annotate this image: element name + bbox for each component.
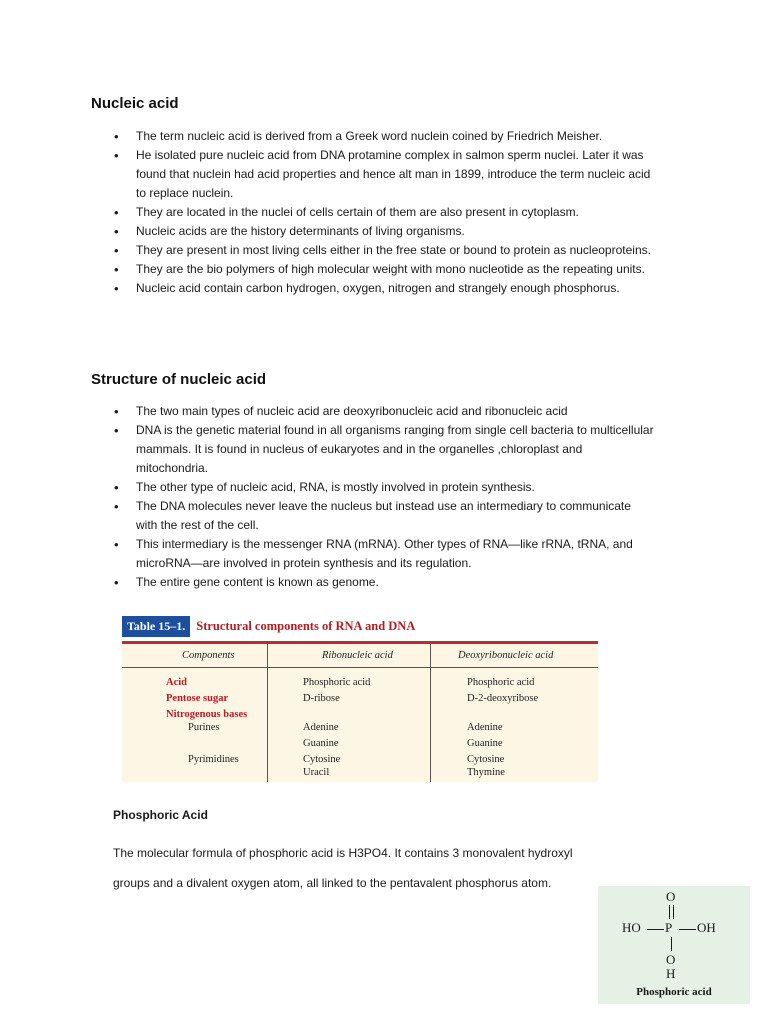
double-bond-line: [669, 905, 670, 919]
bond-line: [671, 937, 672, 951]
structure-bullet-list: [114, 402, 654, 592]
bond-line: [679, 929, 696, 930]
row-label-nitrogenous-bases: Nitrogenous bases: [166, 709, 248, 720]
rna-purine-guanine: Guanine: [303, 738, 339, 749]
list-item: • DNA is the genetic material found in all organisms ranging from single cell bacteria to multicellular mammals. It is found in nucleus of eukaryotes and in the organelles ,chloroplast and mitochondria.: [114, 421, 654, 478]
list-item: • This intermediary is the messenger RNA (mRNA). Other types of RNA—like rRNA, tRNA, and microRNA—are involved in protein synthesis and its regulation.: [114, 535, 654, 573]
rna-purine-adenine: Adenine: [303, 722, 339, 733]
list-item: • The term nucleic acid is derived from a Greek word nuclein coined by Friedrich Meisher.: [114, 127, 654, 146]
list-item: • The other type of nucleic acid, RNA, is mostly involved in protein synthesis.: [114, 478, 654, 497]
header-deoxyribonucleic-acid: Deoxyribonucleic acid: [458, 650, 554, 661]
rna-pyrimidine-uracil: Uracil: [303, 767, 330, 778]
heading-nucleic-acid: Nucleic acid: [91, 95, 179, 112]
list-item: • The DNA molecules never leave the nucleus but instead use an intermediary to communicate with the rest of the cell.: [114, 497, 654, 535]
list-item: • Nucleic acid contain carbon hydrogen, oxygen, nitrogen and strangely enough phosphorus.: [114, 279, 654, 298]
header-ribonucleic-acid: Ribonucleic acid: [322, 650, 393, 661]
list-item: • They are the bio polymers of high molecular weight with mono nucleotide as the repeating units.: [114, 260, 654, 279]
rna-pyrimidine-cytosine: Cytosine: [303, 754, 341, 765]
row-label-pentose-sugar: Pentose sugar: [166, 693, 229, 704]
atom-bottom-hydrogen: H: [666, 966, 676, 981]
dna-pyrimidine-cytosine: Cytosine: [467, 754, 505, 765]
structure-label: Phosphoric acid: [636, 986, 712, 998]
dna-pyrimidine-thymine: Thymine: [467, 767, 505, 778]
nucleic-acid-bullet-list: [114, 127, 654, 298]
list-item: • They are present in most living cells either in the free state or bound to protein as nucleoproteins.: [114, 241, 654, 260]
row-label-acid: Acid: [166, 677, 187, 688]
table-title: [122, 615, 415, 637]
table-number-badge: Table 15–1.: [122, 616, 190, 637]
header-components: Components: [182, 650, 235, 661]
list-item: • They are located in the nuclei of cells certain of them are also present in cytoplasm.: [114, 203, 654, 222]
atom-top-oxygen: O: [666, 889, 676, 904]
list-item: • The entire gene content is known as genome.: [114, 573, 654, 592]
dna-purine-adenine: Adenine: [467, 722, 503, 733]
column-divider: [267, 644, 268, 782]
bond-line: [647, 929, 664, 930]
phosphoric-acid-structure-figure: [598, 886, 750, 1004]
phosphoric-acid-paragraph: The molecular formula of phosphoric acid is H3PO4. It contains 3 monovalent hydroxyl groups and a divalent oxygen atom, all linked to the pentavalent phosphorus atom.: [113, 846, 573, 890]
atom-left-hydroxyl: HO: [622, 920, 641, 935]
atom-phosphorus: P: [665, 920, 673, 935]
dna-acid: Phosphoric acid: [467, 677, 535, 688]
double-bond-line: [673, 905, 674, 919]
list-item: • Nucleic acids are the history determinants of living organisms.: [114, 222, 654, 241]
atom-right-hydroxyl: OH: [697, 920, 716, 935]
rna-acid: Phosphoric acid: [303, 677, 371, 688]
rna-sugar: D-ribose: [303, 693, 340, 704]
table-figure: [122, 613, 598, 779]
list-item: • He isolated pure nucleic acid from DNA protamine complex in salmon sperm nuclei. Later it was found that nuclein had acid properties and hence alt man in 1899, introduce the term nucleic acid to replace nuclein.: [114, 146, 654, 203]
heading-phosphoric-acid: Phosphoric Acid: [113, 808, 208, 822]
row-label-pyrimidines: Pyrimidines: [188, 754, 239, 765]
components-table: [122, 641, 598, 782]
atom-bottom-oxygen: O: [666, 952, 676, 967]
table-header-row: [122, 644, 598, 668]
table-caption: Structural components of RNA and DNA: [196, 618, 416, 633]
list-item: • The two main types of nucleic acid are deoxyribonucleic acid and ribonucleic acid: [114, 402, 654, 421]
heading-structure-of-nucleic-acid: Structure of nucleic acid: [91, 371, 267, 388]
dna-sugar: D-2-deoxyribose: [467, 693, 539, 704]
dna-purine-guanine: Guanine: [467, 738, 503, 749]
column-divider: [430, 644, 431, 782]
row-label-purines: Purines: [188, 722, 220, 733]
